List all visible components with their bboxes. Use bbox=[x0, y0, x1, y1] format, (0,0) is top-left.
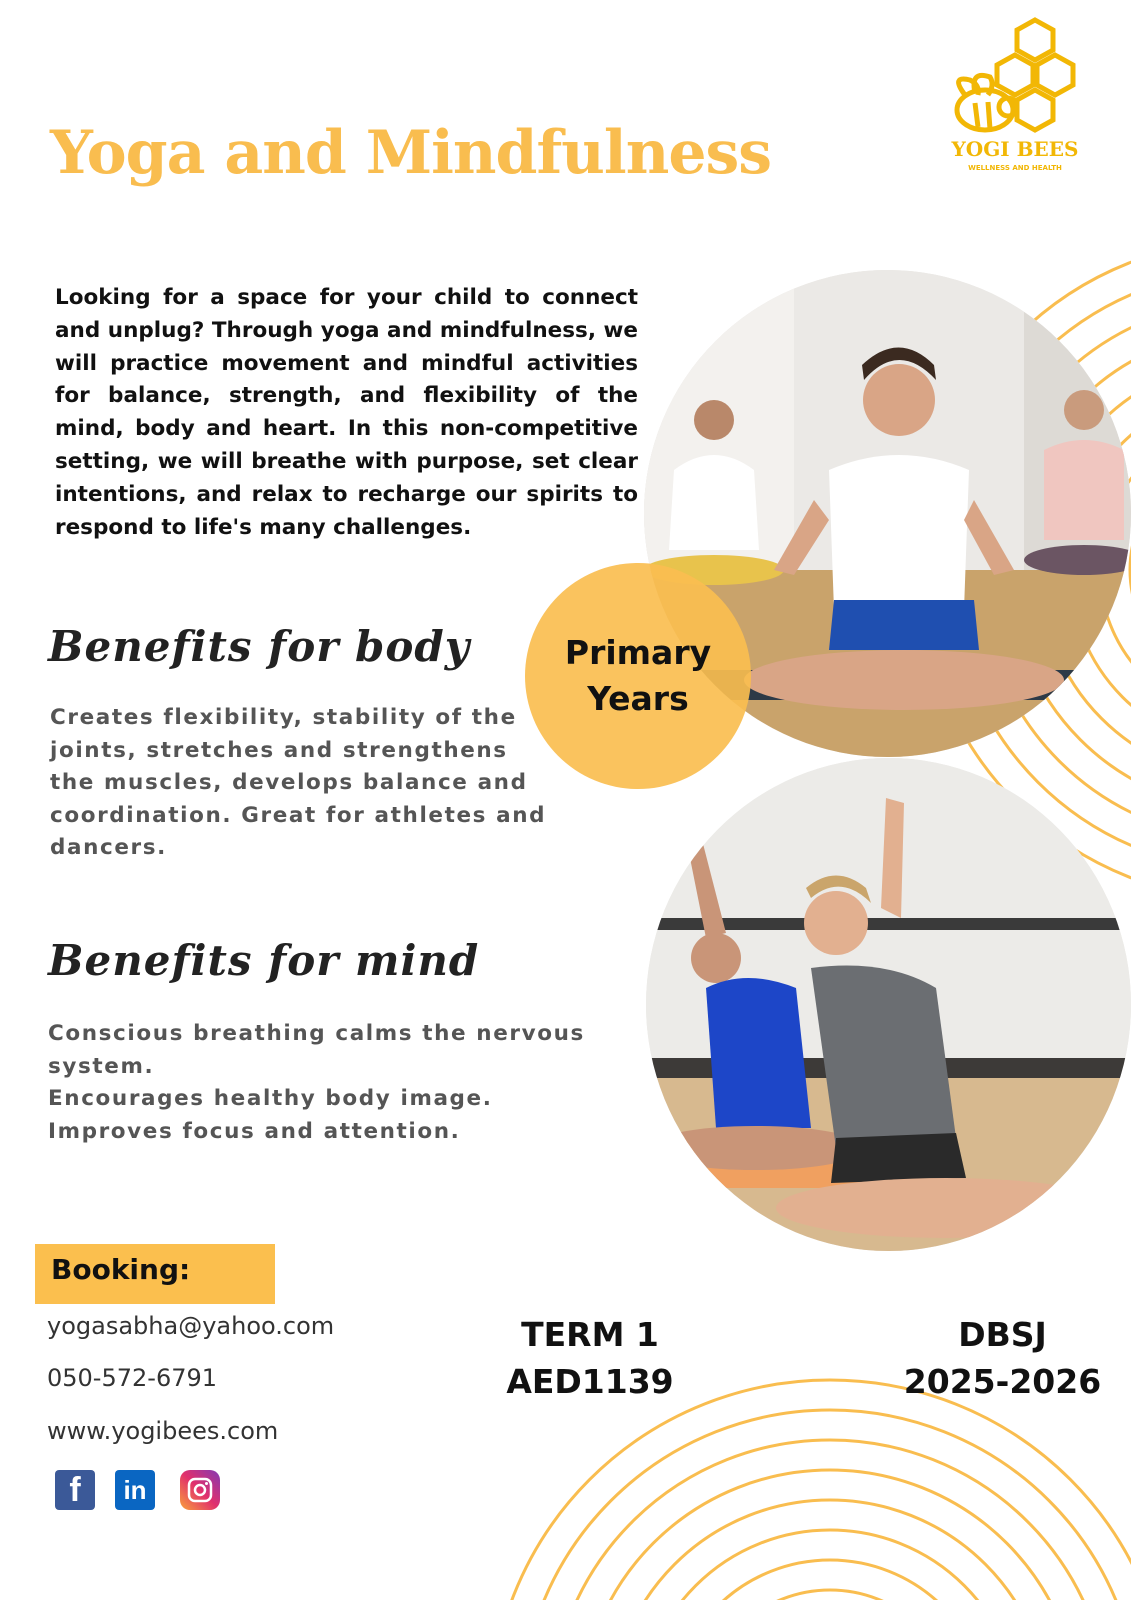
mind-benefit-item: Encourages healthy body image. bbox=[48, 1086, 493, 1112]
instagram-icon[interactable] bbox=[180, 1470, 220, 1510]
page-title: Yoga and Mindfulness bbox=[50, 118, 772, 188]
photo-girls-stretching bbox=[646, 758, 1131, 1251]
mind-benefits-list bbox=[48, 1018, 588, 1148]
school-block bbox=[895, 1311, 1110, 1405]
badge-line-2: Years bbox=[587, 679, 689, 718]
logo-name: YOGI BEES bbox=[951, 137, 1079, 161]
term-price: AED1139 bbox=[506, 1362, 674, 1401]
school-year: 2025-2026 bbox=[903, 1362, 1102, 1401]
bee-hive-logo-icon bbox=[940, 15, 1100, 145]
mind-benefits-heading: Benefits for mind bbox=[48, 936, 480, 985]
primary-years-badge bbox=[525, 563, 751, 789]
facebook-icon[interactable]: f bbox=[55, 1470, 95, 1510]
logo bbox=[940, 15, 1100, 175]
stretching-girls-illustration bbox=[646, 758, 1131, 1251]
booking-email[interactable]: yogasabha@yahoo.com bbox=[47, 1312, 335, 1340]
intro-paragraph: Looking for a space for your child to connect and unplug? Through yoga and mindfulness, we will practice movement and mindful activities for balance, strength, and flexibility of the mind, body and heart. In this non-competitive setting, we will breathe with purpose, set clear intentions, and relax to recharge our spirits to respond to life's many challenges. bbox=[55, 285, 638, 540]
school-name: DBSJ bbox=[958, 1315, 1047, 1354]
booking-phone[interactable]: 050-572-6791 bbox=[47, 1364, 218, 1392]
mind-benefit-item: Conscious breathing calms the nervous system. bbox=[48, 1021, 585, 1079]
body-benefits-heading: Benefits for body bbox=[48, 622, 471, 671]
body-benefits-text: Creates flexibility, stability of the joints, stretches and strengthens the muscles, develops balance and coordination. Great for athletes and dancers. bbox=[50, 705, 547, 861]
booking-website[interactable]: www.yogibees.com bbox=[47, 1417, 279, 1445]
logo-tagline: WELLNESS AND HEALTH bbox=[968, 164, 1062, 172]
term-block bbox=[490, 1311, 690, 1405]
term-label: TERM 1 bbox=[521, 1315, 659, 1354]
instagram-camera-icon bbox=[186, 1476, 214, 1504]
badge-line-1: Primary bbox=[564, 633, 712, 672]
linkedin-icon[interactable]: in bbox=[115, 1470, 155, 1510]
mind-benefit-item: Improves focus and attention. bbox=[48, 1118, 461, 1144]
booking-label: Booking: bbox=[35, 1244, 275, 1304]
